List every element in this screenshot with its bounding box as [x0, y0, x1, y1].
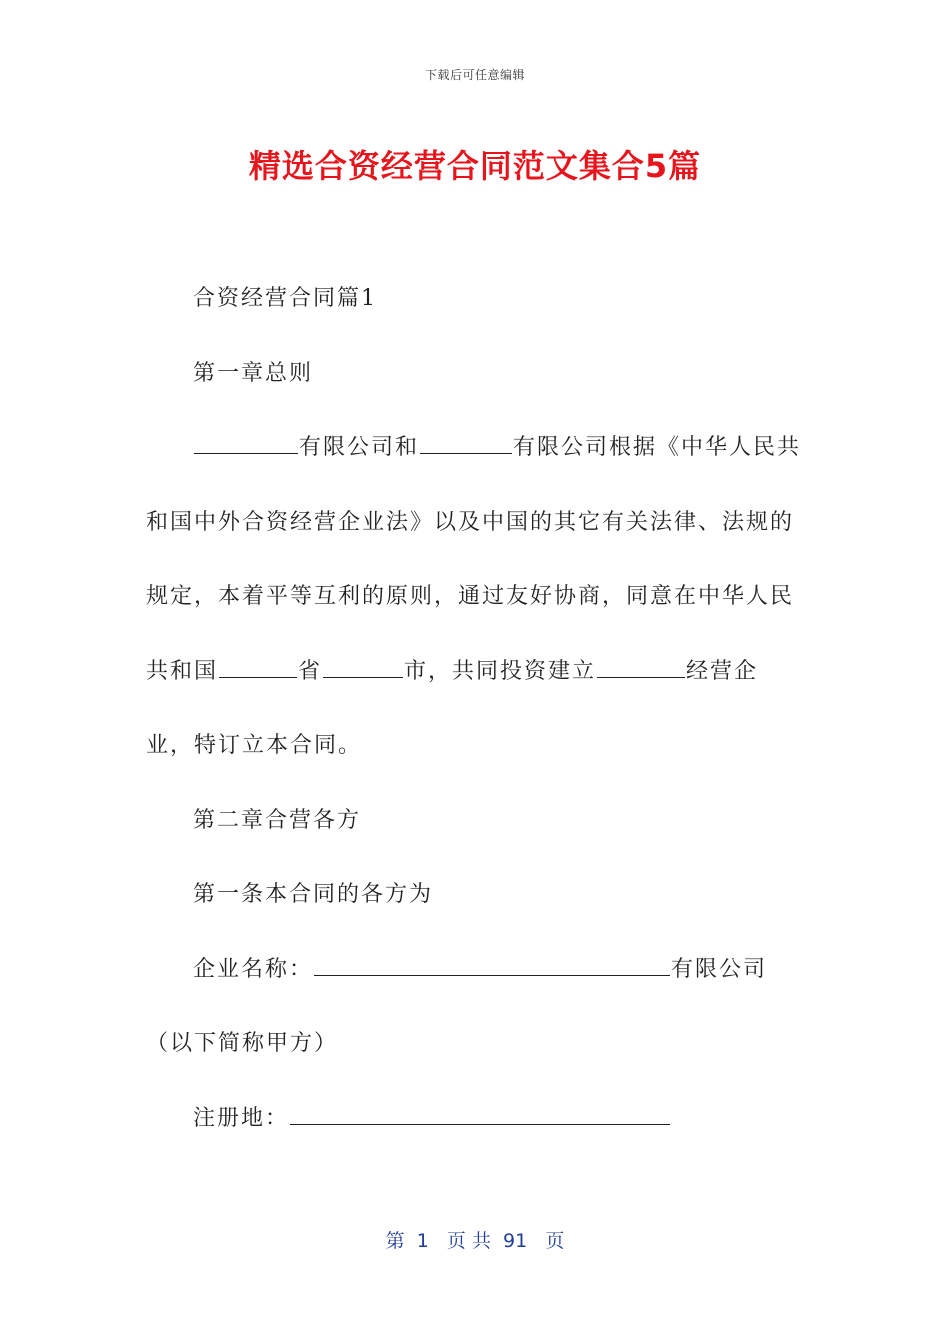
fill-in-blank: [597, 657, 685, 678]
paragraph: [146, 411, 806, 784]
fill-in-blank: [323, 657, 403, 678]
paragraph-text: 有限公司和: [299, 435, 420, 460]
fill-in-blank: [314, 955, 670, 976]
paragraph-text: 有限公司根据《中华人民共和国中外合资经营企业法》以及中国的其它有关法律、法规的规定，本着平等互利的原则，通过友好协商，同意在中华人民共和国: [146, 435, 802, 684]
header-note: 下载后可任意编辑: [424, 68, 525, 82]
chapter-heading: 第二章合营各方: [193, 807, 362, 833]
fill-in-blank: [290, 1104, 670, 1125]
section-title: 合资经营合同篇1: [193, 286, 377, 311]
paragraph-text: 省: [298, 658, 323, 684]
fill-in-blank: [219, 657, 297, 678]
article-heading: 第一条本合同的各方为: [193, 882, 434, 907]
paragraph-text: 经营企业，特订立本合同。: [146, 658, 759, 758]
fill-in-blank: [194, 433, 298, 454]
paragraph-text: 市，共同投资建立: [404, 658, 597, 684]
field-label: 注册地：: [193, 1105, 290, 1131]
document-title: 精选合资经营合同范文集合5篇: [248, 147, 702, 185]
page-number-footer: 第 1 页 共 91 页: [385, 1230, 565, 1252]
document-body: [146, 262, 806, 1156]
field-label: 企业名称：: [193, 956, 314, 982]
field-suffix: 有限公司: [671, 956, 768, 982]
fill-in-blank: [420, 433, 512, 454]
company-name-line: [146, 933, 806, 1008]
address-line: [146, 1082, 806, 1157]
company-note: （以下简称甲方）: [146, 1031, 339, 1056]
chapter-heading: 第一章总则: [193, 360, 314, 386]
